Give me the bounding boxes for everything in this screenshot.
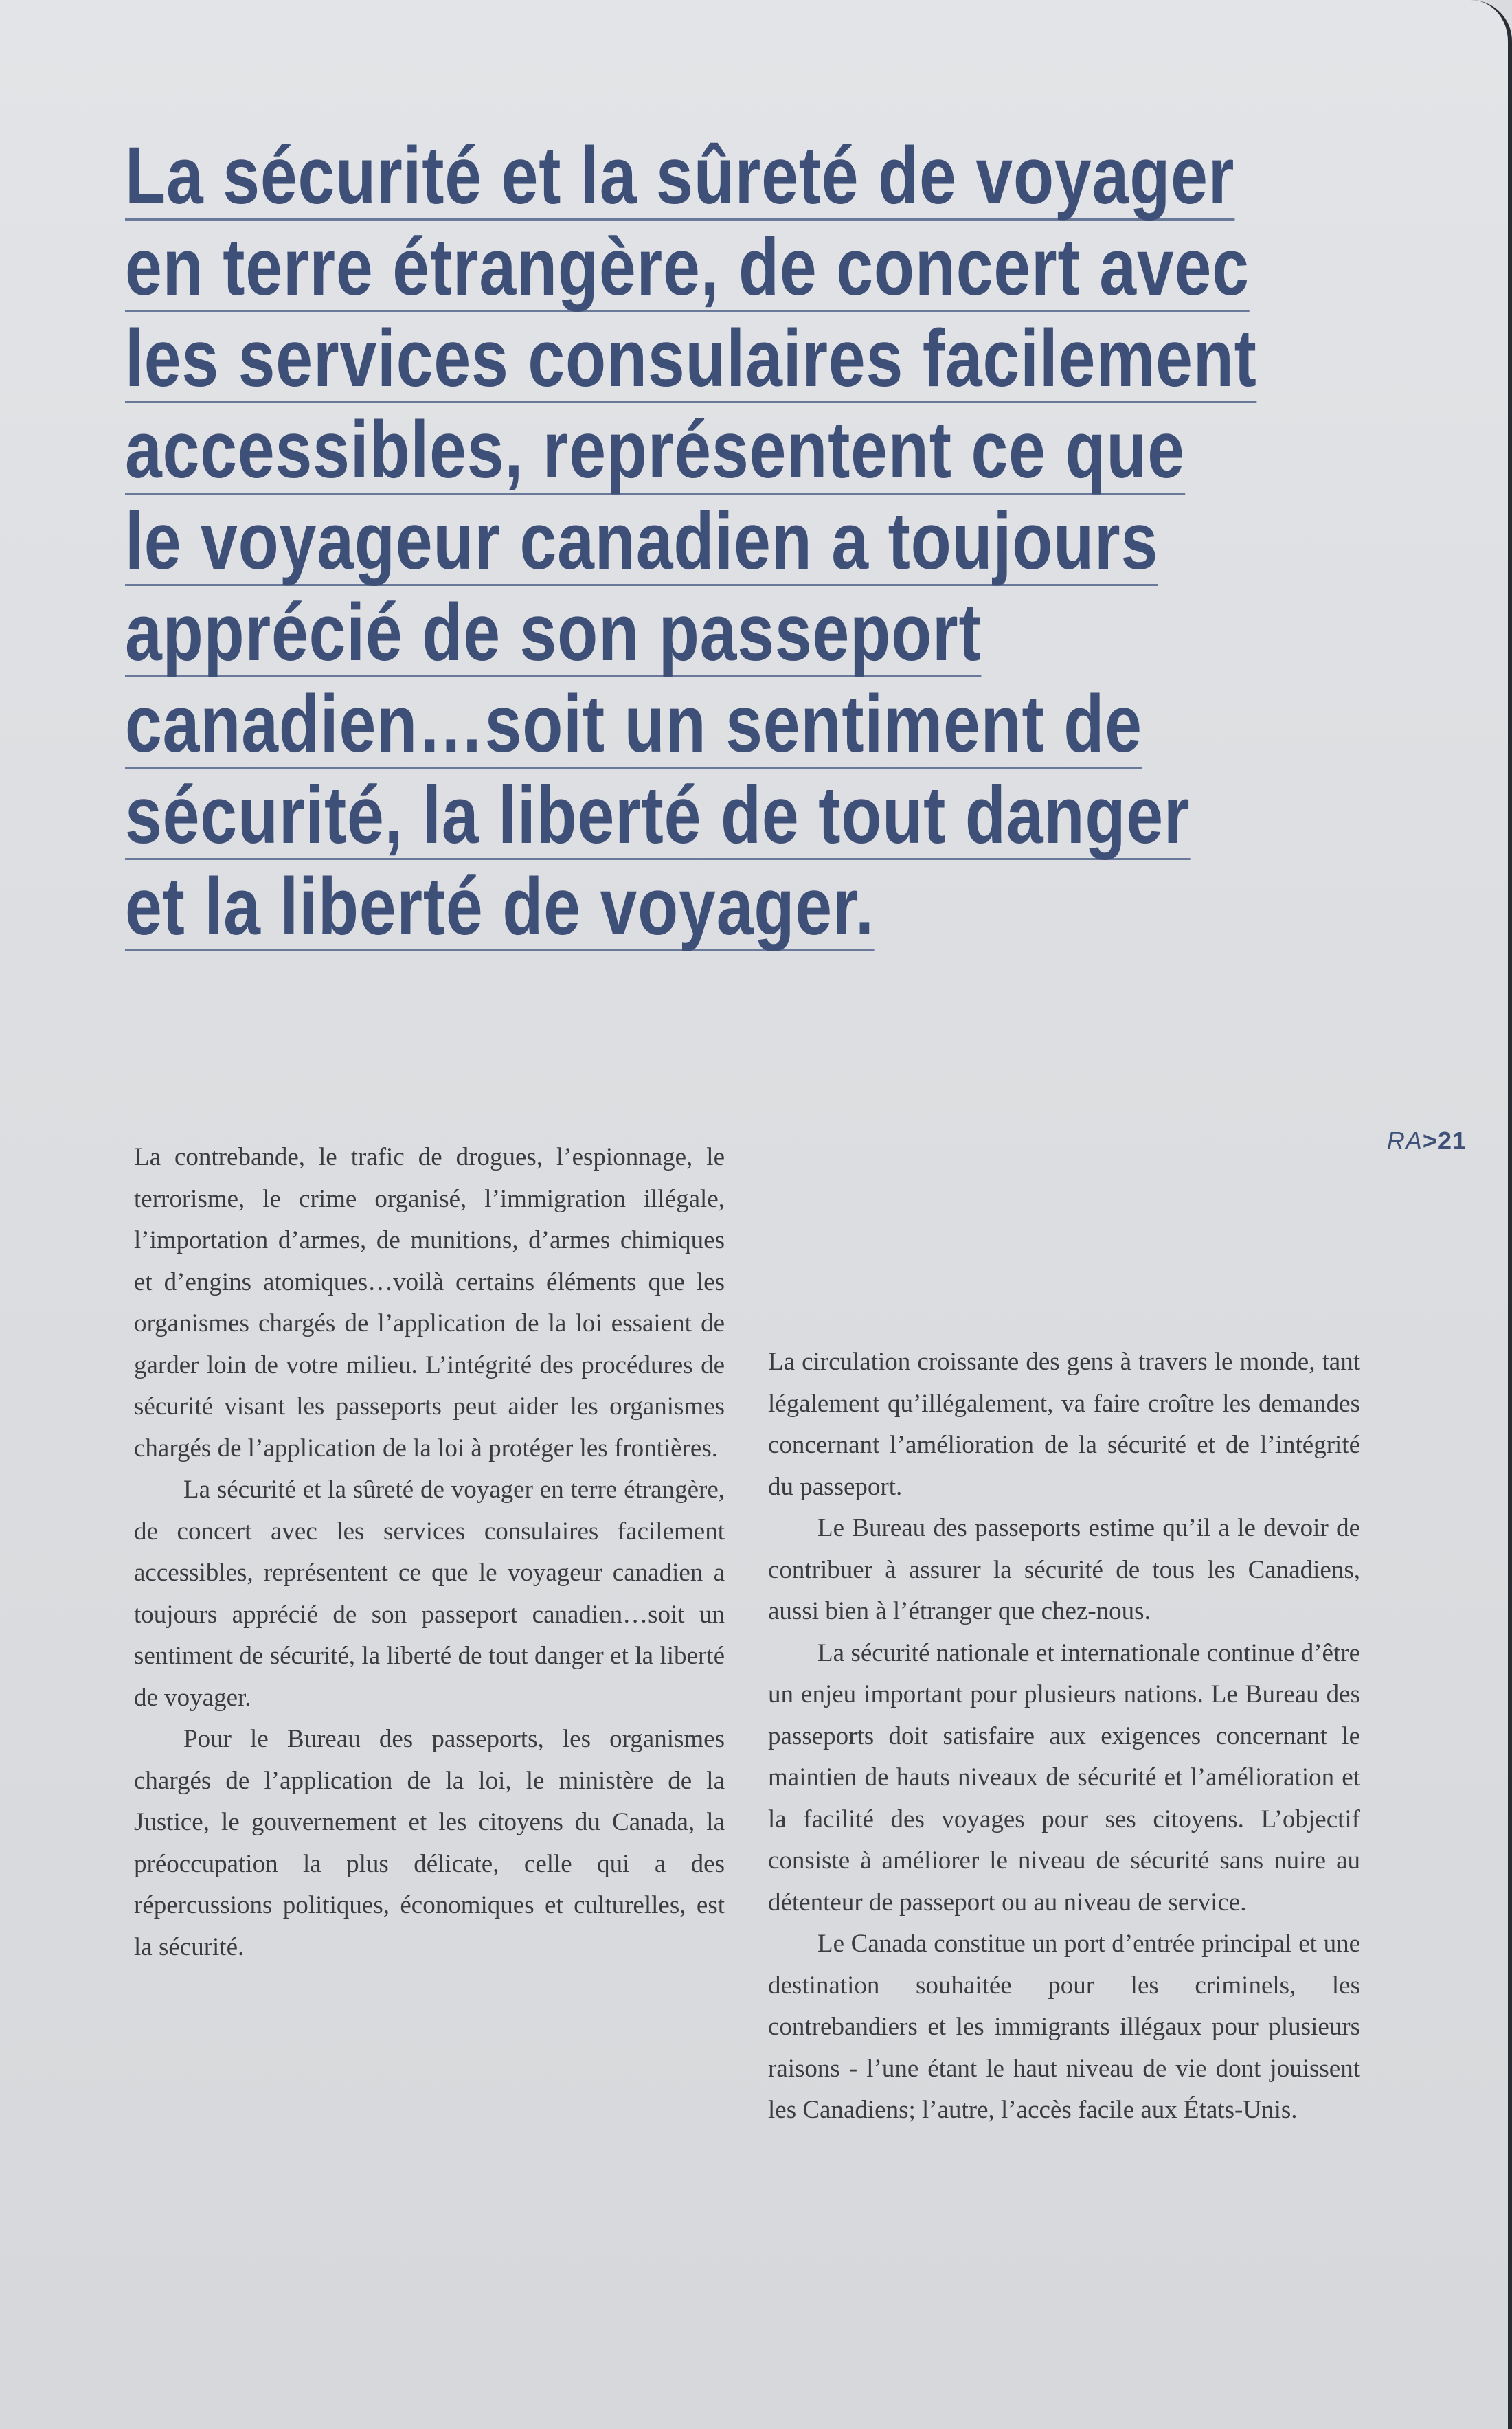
folio-separator: > (1422, 1127, 1438, 1155)
paragraph: Pour le Bureau des passeports, les organismes chargés de l’application de la loi, le ministère de la Justice, le gouvernement et les citoyens du Canada, la préoccupation la plus délicate, celle qui a des répercussions politiques, économiques et culturelles, est la sécurité. (134, 1725, 725, 1961)
headline-line: et la liberté de voyager. (125, 861, 875, 952)
body-column-left (134, 1137, 725, 1968)
pull-quote-headline (125, 131, 1257, 953)
headline-line: accessibles, représentent ce que (125, 405, 1185, 495)
paragraph: Le Bureau des passeports estime qu’il a le devoir de contribuer à assurer la sécurité de tous les Canadiens, aussi bien à l’étranger que chez-nous. (768, 1514, 1360, 1625)
headline-line: le voyageur canadien a toujours (125, 496, 1159, 587)
paragraph: La sécurité et la sûreté de voyager en terre étrangère, de concert avec les services consulaires facilement accessibles, représentent ce que le voyageur canadien a toujours apprécié de son passeport canadien…soit un sentiment de sécurité, la liberté de tout danger et la liberté de voyager. (134, 1476, 725, 1712)
headline-line: les services consulaires facilement (125, 313, 1257, 404)
headline-line: canadien…soit un sentiment de (125, 679, 1142, 769)
page-folio (1387, 1127, 1467, 1155)
paragraph: La sécurité nationale et internationale continue d’être un enjeu important pour plusieurs nations. Le Bureau des passeports doit satisfaire aux exigences concernant le maintien de hauts niveaux de sécurité et l’amélioration et la facilité des voyages pour ses citoyens. L’objectif consiste à améliorer le niveau de sécurité sans nuire au détenteur de passeport ou au niveau de service. (768, 1638, 1360, 1917)
paragraph: Le Canada constitue un port d’entrée principal et une destination souhaitée pour les criminels, les contrebandiers et les immigrants illégaux pour plusieurs raisons - l’une étant le haut niveau de vie dont jouissent les Canadiens; l’autre, l’accès facile aux États-Unis. (768, 1930, 1360, 2124)
paragraph: La contrebande, le trafic de drogues, l’espionnage, le terrorisme, le crime organisé, l’immigration illégale, l’importation d’armes, de munitions, d’armes chimiques et d’engins atomiques…voilà certains éléments que les organismes chargés de l’application de la loi essaient de garder loin de votre milieu. L’intégrité des procédures de sécurité visant les passeports peut aider les organismes chargés de l’application de la loi à protéger les frontières. (134, 1143, 725, 1462)
headline-line: apprécié de son passeport (125, 587, 982, 678)
paragraph: La circulation croissante des gens à travers le monde, tant légalement qu’illégalement, va faire croître les demandes concernant l’amélioration de la sécurité et de l’intégrité du passeport. (768, 1348, 1360, 1501)
headline-line: sécurité, la liberté de tout danger (125, 770, 1191, 861)
body-column-right (768, 1342, 1360, 2132)
headline-line: La sécurité et la sûreté de voyager (125, 131, 1235, 221)
headline-line: en terre étrangère, de concert avec (125, 222, 1250, 313)
page-number: 21 (1437, 1127, 1467, 1155)
folio-prefix: RA (1386, 1127, 1423, 1155)
